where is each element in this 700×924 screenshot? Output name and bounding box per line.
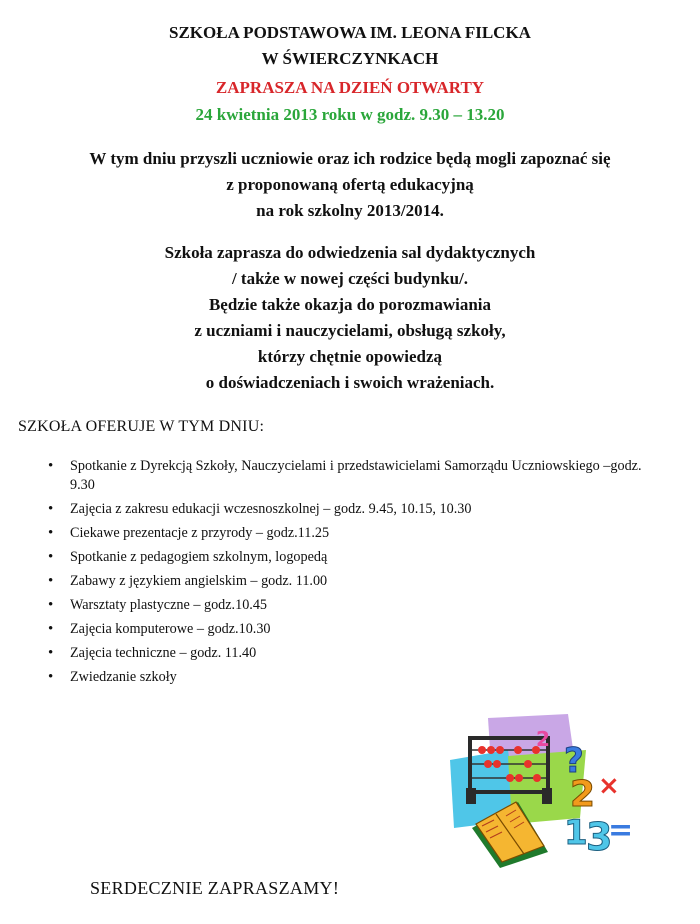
glyph-equals: = [608, 813, 634, 848]
intro-line: W tym dniu przyszli uczniowie oraz ich rodzice będą mogli zapoznać się [89, 149, 611, 168]
school-name: SZKOŁA PODSTAWOWA IM. LEONA FILCKA [169, 23, 531, 42]
visit-line: / także w nowej części budynku/. [231, 269, 469, 288]
glyph-two: 2 [570, 774, 596, 815]
intro-line: na rok szkolny 2013/2014. [256, 201, 444, 220]
glyph-three: 3 [586, 815, 613, 859]
invitation-title: ZAPRASZA NA DZIEŃ OTWARTY [215, 78, 485, 97]
closing-text: SERDECZNIE ZAPRASZAMY! [90, 878, 340, 898]
math-abacus-book-icon [448, 710, 634, 870]
list-item: • Zajęcia komputerowe – godz.10.30 [48, 620, 668, 639]
intro-paragraph [0, 146, 700, 224]
glyph-two-small: 2 [536, 727, 550, 751]
intro-line: z proponowaną ofertą edukacyjną [226, 175, 474, 194]
event-date-time: 24 kwietnia 2013 roku w godz. 9.30 – 13.20 [195, 105, 505, 124]
visit-paragraph [0, 240, 700, 396]
visit-line: Szkoła zaprasza do odwiedzenia sal dydaktycznych [164, 243, 536, 262]
glyph-one: 1 [564, 813, 588, 853]
offer-list [48, 457, 668, 692]
list-item: • Zajęcia z zakresu edukacji wczesnoszkolnej – godz. 9.45, 10.15, 10.30 [48, 500, 668, 519]
visit-line: o doświadczeniach i swoich wrażeniach. [205, 373, 495, 392]
visit-line: którzy chętnie opowiedzą [257, 347, 443, 366]
glyph-question: ? [564, 741, 584, 781]
glyph-times: × [598, 771, 620, 801]
offer-heading: SZKOŁA OFERUJE W TYM DNIU: [18, 418, 265, 435]
visit-line: z uczniami i nauczycielami, obsługą szkoły, [194, 321, 506, 340]
list-item: • Warsztaty plastyczne – godz.10.45 [48, 596, 668, 615]
list-item: • Zwiedzanie szkoły [48, 668, 668, 687]
list-item: • Ciekawe prezentacje z przyrody – godz.11.25 [48, 524, 668, 543]
list-item: • Spotkanie z pedagogiem szkolnym, logopedą [48, 548, 668, 567]
list-item: • Zajęcia techniczne – godz. 11.40 [48, 644, 668, 663]
list-item: • Zabawy z językiem angielskim – godz. 11.00 [48, 572, 668, 591]
school-location: W ŚWIERCZYNKACH [261, 49, 439, 68]
visit-line: Będzie także okazja do porozmawiania [208, 295, 492, 314]
list-item: • Spotkanie z Dyrekcją Szkoły, Nauczycielami i przedstawicielami Samorządu Uczniowskiego –godz. 9.30 [48, 457, 668, 495]
